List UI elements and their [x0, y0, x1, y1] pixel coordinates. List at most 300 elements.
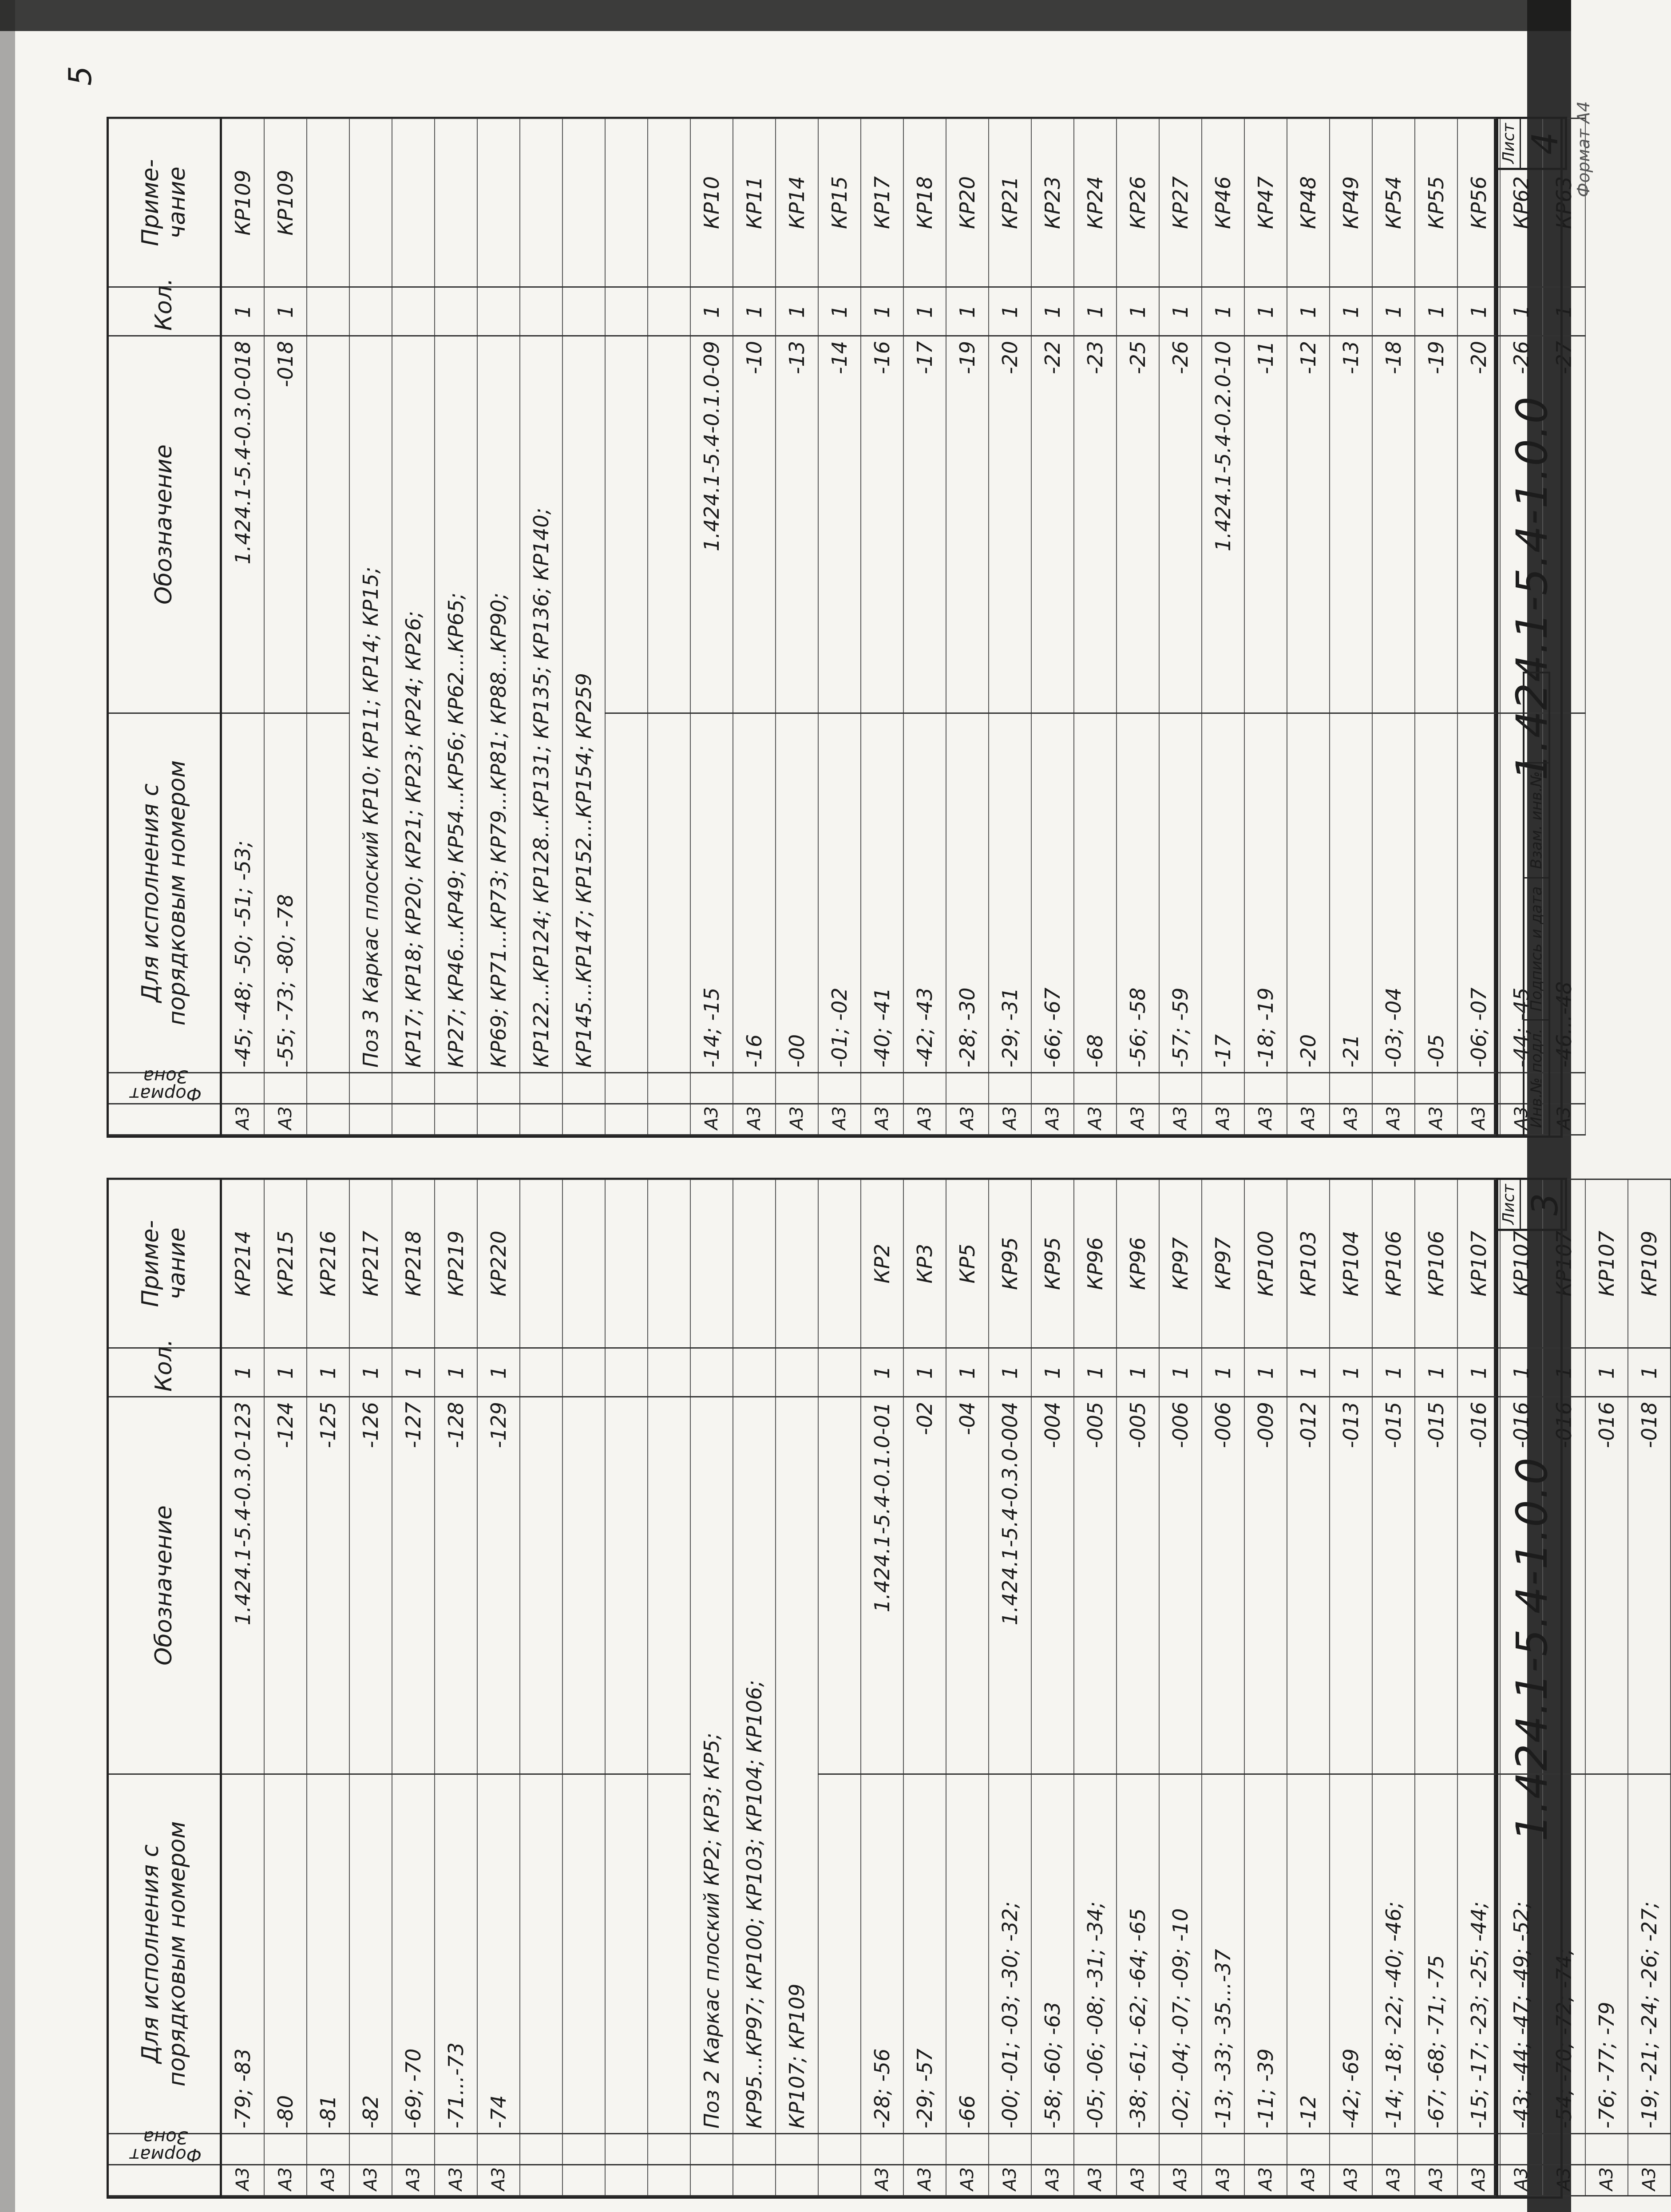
designation-cell: -14: [818, 336, 861, 713]
variant-cell: -15; -17; -23; -25; -44;: [1457, 1774, 1500, 2134]
zone-cell: [435, 2134, 477, 2165]
note-cell: КР217: [349, 1179, 392, 1348]
note-cell: [349, 119, 392, 287]
qty-cell: [392, 287, 435, 336]
designation-cell: -016: [1500, 1397, 1543, 1774]
qty-cell: 1: [392, 1348, 435, 1397]
designation-cell: -004: [1031, 1397, 1074, 1774]
spec-row: [435, 119, 477, 1135]
spec-row: [1330, 119, 1372, 1135]
zone-cell: [946, 1073, 989, 1104]
format-cell: А3: [264, 1104, 307, 1135]
designation-cell: -26: [1159, 336, 1202, 713]
qty-cell: 1: [1585, 1348, 1628, 1397]
sheet-number: 3: [1524, 1193, 1566, 1216]
designation-cell: -16: [861, 336, 903, 713]
zone-cell: [733, 2134, 776, 2165]
spec-row: [1117, 1179, 1159, 2196]
variant-cell: -20: [1287, 713, 1330, 1073]
zone-cell: [264, 2134, 307, 2165]
note-cell: КР216: [307, 1179, 349, 1348]
note-cell: [520, 119, 562, 287]
stamp-inv-original: Инв.№ подл.: [1524, 1019, 1548, 1136]
variant-cell: -03; -04: [1372, 713, 1415, 1073]
format-cell: [562, 1104, 605, 1135]
zone-cell: [520, 1073, 562, 1104]
qty-cell: 1: [1500, 1348, 1543, 1397]
note-cell: [648, 119, 690, 287]
spec-row: [818, 119, 861, 1135]
format-cell: А3: [221, 1104, 265, 1135]
approval-stamp-strip: [1523, 672, 1550, 1138]
qty-cell: 1: [1500, 287, 1543, 336]
zone-cell: [1287, 1073, 1330, 1104]
format-cell: А3: [1202, 2165, 1244, 2196]
designation-cell: -02: [903, 1397, 946, 1774]
zone-cell: [1330, 2134, 1372, 2165]
format-cell: А3: [1159, 1104, 1202, 1135]
spec-row: [648, 119, 690, 1135]
variant-cell: -12: [1287, 1774, 1330, 2134]
note-cell: КР219: [435, 1179, 477, 1348]
note-cell: [776, 1179, 818, 1348]
note-cell: КР106: [1372, 1179, 1415, 1348]
zone-cell: [264, 1073, 307, 1104]
format-cell: [307, 1104, 349, 1135]
zone-cell: [1202, 2134, 1244, 2165]
document-code: 1.424.1-5.4-1.0.0: [1507, 1456, 1557, 1841]
zone-cell: [1031, 2134, 1074, 2165]
variant-cell: -16: [733, 713, 776, 1073]
qty-cell: 1: [477, 1348, 520, 1397]
designation-cell: -128: [435, 1397, 477, 1774]
spec-row: [776, 119, 818, 1135]
note-cell: КР104: [1330, 1179, 1372, 1348]
variant-cell: -21: [1330, 713, 1372, 1073]
qty-cell: 1: [1031, 1348, 1074, 1397]
variant-cell: -11; -39: [1244, 1774, 1287, 2134]
qty-cell: 1: [349, 1348, 392, 1397]
zone-cell: [349, 2134, 392, 2165]
qty-cell: 1: [1031, 287, 1074, 336]
spec-row: [989, 1179, 1031, 2196]
note-cell: КР46: [1202, 119, 1244, 287]
zone-cell: [776, 1073, 818, 1104]
qty-cell: [733, 1348, 776, 1397]
designation-cell: -23: [1074, 336, 1117, 713]
zone-cell: [1117, 1073, 1159, 1104]
designation-cell: -27: [1543, 336, 1585, 713]
qty-cell: 1: [776, 287, 818, 336]
note-cell: [562, 119, 605, 287]
format-cell: А3: [1117, 2165, 1159, 2196]
spec-row: [562, 1179, 605, 2196]
zone-cell: [392, 1073, 435, 1104]
qty-cell: 1: [946, 287, 989, 336]
format-cell: А3: [903, 1104, 946, 1135]
designation-cell: -12: [1287, 336, 1330, 713]
zone-cell: [1031, 1073, 1074, 1104]
format-cell: А3: [1628, 2165, 1671, 2196]
format-cell: А3: [1244, 1104, 1287, 1135]
note-cell: КР15: [818, 119, 861, 287]
qty-cell: [776, 1348, 818, 1397]
spec-row: [1330, 1179, 1372, 2196]
qty-cell: 1: [1202, 1348, 1244, 1397]
designation-cell: -129: [477, 1397, 520, 1774]
variant-cell: [818, 1774, 861, 2134]
qty-cell: 1: [1330, 287, 1372, 336]
format-cell: [605, 1104, 648, 1135]
format-cell: А3: [903, 2165, 946, 2196]
note-cell: КР26: [1117, 119, 1159, 287]
header-designation: Обозначение: [109, 336, 221, 713]
variant-cell: [648, 1774, 690, 2134]
qty-cell: 1: [264, 1348, 307, 1397]
variant-cell: -58; -60; -63: [1031, 1774, 1074, 2134]
designation-cell: -016: [1585, 1397, 1628, 1774]
variant-cell: -69; -70: [392, 1774, 435, 2134]
qty-cell: 1: [903, 287, 946, 336]
section-heading: КР69; КР71...КР73; КР79...КР81; КР88...КР90;: [477, 336, 520, 1073]
qty-cell: 1: [1074, 287, 1117, 336]
format-cell: А3: [1074, 2165, 1117, 2196]
zone-cell: [946, 2134, 989, 2165]
format-note: Формат А4: [1574, 101, 1593, 198]
format-cell: А3: [1543, 1104, 1585, 1135]
format-cell: А3: [989, 2165, 1031, 2196]
variant-cell: -14; -15: [690, 713, 733, 1073]
variant-cell: -44; -45: [1500, 713, 1543, 1073]
zone-cell: [1074, 2134, 1117, 2165]
note-cell: КР62: [1500, 119, 1543, 287]
spec-row: [1415, 119, 1457, 1135]
zone-cell: [307, 1073, 349, 1104]
note-cell: КР107: [1457, 1179, 1500, 1348]
spec-row: [392, 119, 435, 1135]
spec-row: [1287, 1179, 1330, 2196]
spec-row: [989, 119, 1031, 1135]
variant-cell: -57; -59: [1159, 713, 1202, 1073]
section-heading: КР122...КР124; КР128...КР131; КР135; КР136; КР140;: [520, 336, 562, 1073]
note-cell: [392, 119, 435, 287]
designation-cell: -125: [307, 1397, 349, 1774]
format-cell: А3: [392, 2165, 435, 2196]
note-cell: КР11: [733, 119, 776, 287]
format-cell: А3: [1543, 2165, 1585, 2196]
designation-cell: -015: [1415, 1397, 1457, 1774]
variant-cell: -00; -01; -03; -30; -32;: [989, 1774, 1031, 2134]
qty-cell: [605, 287, 648, 336]
designation-cell: 1.424.1-5.4-0.2.0-10: [1202, 336, 1244, 713]
format-cell: А3: [307, 2165, 349, 2196]
zone-cell: [690, 2134, 733, 2165]
sheet-number-box: [1496, 1178, 1567, 1231]
spec-row: [1117, 119, 1159, 1135]
note-cell: КР95: [1031, 1179, 1074, 1348]
zone-cell: [435, 1073, 477, 1104]
spec-row: [1457, 1179, 1500, 2196]
zone-cell: [562, 2134, 605, 2165]
spec-row: [1415, 1179, 1457, 2196]
variant-cell: -68: [1074, 713, 1117, 1073]
variant-cell: -05: [1415, 713, 1457, 1073]
format-cell: [520, 2165, 562, 2196]
format-cell: [435, 1104, 477, 1135]
spec-row: [1074, 119, 1117, 1135]
variant-cell: -28; -56: [861, 1774, 903, 2134]
qty-cell: 1: [307, 1348, 349, 1397]
zone-cell: [776, 2134, 818, 2165]
header-variant: Для исполнения с порядковым номером: [109, 713, 221, 1073]
spec-row: [1457, 119, 1500, 1135]
spec-row: [1372, 119, 1415, 1135]
zone-cell: [1628, 2134, 1671, 2165]
designation-cell: -20: [989, 336, 1031, 713]
note-cell: КР20: [946, 119, 989, 287]
spec-row: [477, 119, 520, 1135]
qty-cell: 1: [1159, 1348, 1202, 1397]
qty-cell: 1: [264, 287, 307, 336]
format-cell: А3: [1500, 1104, 1543, 1135]
note-cell: КР17: [861, 119, 903, 287]
zone-cell: [605, 1073, 648, 1104]
designation-cell: -19: [946, 336, 989, 713]
zone-cell: [477, 1073, 520, 1104]
zone-cell: [861, 1073, 903, 1104]
format-cell: А3: [946, 1104, 989, 1135]
section-heading: Поз 2 Каркас плоский КР2; КР3; КР5;: [690, 1397, 733, 2134]
zone-cell: [903, 1073, 946, 1104]
designation-cell: -04: [946, 1397, 989, 1774]
designation-cell: [818, 1397, 861, 1774]
qty-cell: 1: [1244, 287, 1287, 336]
variant-cell: -42; -43: [903, 713, 946, 1073]
qty-cell: [520, 287, 562, 336]
spec-row: [562, 119, 605, 1135]
qty-cell: 1: [1628, 1348, 1671, 1397]
note-cell: КР97: [1202, 1179, 1244, 1348]
designation-cell: [520, 1397, 562, 1774]
designation-cell: -127: [392, 1397, 435, 1774]
header-qty: Кол.: [109, 1348, 221, 1397]
format-cell: А3: [1372, 1104, 1415, 1135]
section-heading: КР145...КР147; КР152...КР154; КР259: [562, 336, 605, 1073]
qty-cell: 1: [1330, 1348, 1372, 1397]
zone-cell: [648, 1073, 690, 1104]
spec-row: [307, 119, 349, 1135]
designation-cell: [605, 336, 648, 713]
variant-cell: -00: [776, 713, 818, 1073]
qty-cell: [307, 287, 349, 336]
zone-cell: [818, 2134, 861, 2165]
qty-cell: 1: [861, 287, 903, 336]
format-cell: А3: [1287, 1104, 1330, 1135]
designation-cell: -006: [1159, 1397, 1202, 1774]
spec-row: [648, 1179, 690, 2196]
spec-row: [605, 1179, 648, 2196]
qty-cell: [648, 287, 690, 336]
note-cell: КР109: [221, 119, 265, 287]
spec-row: [776, 1179, 818, 2196]
designation-cell: -126: [349, 1397, 392, 1774]
designation-cell: 1.424.1-5.4-0.1.0-01: [861, 1397, 903, 1774]
spec-row: [946, 1179, 989, 2196]
spec-row: [903, 119, 946, 1135]
variant-cell: [307, 713, 349, 1073]
zone-cell: [1202, 1073, 1244, 1104]
designation-cell: -13: [776, 336, 818, 713]
note-cell: КР47: [1244, 119, 1287, 287]
note-cell: [818, 1179, 861, 1348]
designation-cell: -22: [1031, 336, 1074, 713]
zone-cell: [903, 2134, 946, 2165]
format-cell: А3: [776, 1104, 818, 1135]
spec-row: [520, 1179, 562, 2196]
spec-row: [264, 1179, 307, 2196]
qty-cell: 1: [989, 1348, 1031, 1397]
zone-cell: [562, 1073, 605, 1104]
designation-cell: -015: [1372, 1397, 1415, 1774]
designation-cell: [562, 1397, 605, 1774]
format-cell: А3: [861, 2165, 903, 2196]
designation-cell: [648, 336, 690, 713]
format-cell: А3: [690, 1104, 733, 1135]
qty-cell: 1: [903, 1348, 946, 1397]
designation-cell: -005: [1074, 1397, 1117, 1774]
format-cell: А3: [946, 2165, 989, 2196]
format-cell: А3: [1287, 2165, 1330, 2196]
format-cell: А3: [1074, 1104, 1117, 1135]
format-cell: А3: [1031, 2165, 1074, 2196]
format-cell: [648, 1104, 690, 1135]
designation-cell: -124: [264, 1397, 307, 1774]
format-cell: А3: [221, 2165, 265, 2196]
note-cell: [690, 1179, 733, 1348]
variant-cell: [648, 713, 690, 1073]
note-cell: КР109: [264, 119, 307, 287]
format-cell: А3: [1457, 1104, 1500, 1135]
qty-cell: 1: [1457, 1348, 1500, 1397]
qty-cell: 1: [221, 1348, 265, 1397]
qty-cell: [477, 287, 520, 336]
variant-cell: -67; -68; -71; -75: [1415, 1774, 1457, 2134]
zone-cell: [989, 2134, 1031, 2165]
qty-cell: 1: [690, 287, 733, 336]
qty-cell: [690, 1348, 733, 1397]
zone-cell: [1244, 2134, 1287, 2165]
format-cell: А3: [861, 1104, 903, 1135]
section-heading: КР95...КР97; КР100; КР103; КР104; КР106;: [733, 1397, 776, 2134]
spec-row: [520, 119, 562, 1135]
designation-cell: [648, 1397, 690, 1774]
zone-cell: [1244, 1073, 1287, 1104]
variant-cell: -17: [1202, 713, 1244, 1073]
zone-cell: [392, 2134, 435, 2165]
stamp-signature-date: Подпись и дата: [1524, 877, 1548, 1020]
qty-cell: [605, 1348, 648, 1397]
format-cell: [733, 2165, 776, 2196]
designation-cell: 1.424.1-5.4-0.3.0-018: [221, 336, 265, 713]
zone-cell: [1585, 2134, 1628, 2165]
spec-row: [392, 1179, 435, 2196]
qty-cell: 1: [1159, 287, 1202, 336]
variant-cell: -76; -77; -79: [1585, 1774, 1628, 2134]
zone-cell: [733, 1073, 776, 1104]
zone-cell: [307, 2134, 349, 2165]
designation-cell: 1.424.1-5.4-0.1.0-09: [690, 336, 733, 713]
header-zone: Зона: [109, 2134, 221, 2165]
qty-cell: 1: [1287, 1348, 1330, 1397]
qty-cell: 1: [1457, 287, 1500, 336]
format-cell: А3: [1159, 2165, 1202, 2196]
note-cell: КР100: [1244, 1179, 1287, 1348]
note-cell: КР95: [989, 1179, 1031, 1348]
spec-row: [818, 1179, 861, 2196]
page-number: 5: [62, 66, 99, 86]
variant-cell: -29; -31: [989, 713, 1031, 1073]
designation-cell: 1.424.1-5.4-0.3.0-004: [989, 1397, 1031, 1774]
note-cell: КР107: [1585, 1179, 1628, 1348]
note-cell: [733, 1179, 776, 1348]
spec-row: [1159, 119, 1202, 1135]
spec-row: [1372, 1179, 1415, 2196]
designation-cell: -018: [264, 336, 307, 713]
note-cell: КР103: [1287, 1179, 1330, 1348]
zone-cell: [221, 2134, 265, 2165]
note-cell: [605, 1179, 648, 1348]
zone-cell: [1415, 1073, 1457, 1104]
note-cell: КР218: [392, 1179, 435, 1348]
designation-cell: -11: [1244, 336, 1287, 713]
spec-row: [477, 1179, 520, 2196]
note-cell: КР106: [1415, 1179, 1457, 1348]
sheet-label: Лист: [1498, 1180, 1521, 1229]
designation-cell: -19: [1415, 336, 1457, 713]
note-cell: КР48: [1287, 119, 1330, 287]
variant-cell: -01; -02: [818, 713, 861, 1073]
note-cell: [477, 119, 520, 287]
zone-cell: [520, 2134, 562, 2165]
qty-cell: [562, 1348, 605, 1397]
variant-cell: -29; -57: [903, 1774, 946, 2134]
qty-cell: 1: [1415, 287, 1457, 336]
note-cell: КР24: [1074, 119, 1117, 287]
qty-cell: [349, 287, 392, 336]
zone-cell: [861, 2134, 903, 2165]
spec-row: [903, 1179, 946, 2196]
spec-row: [690, 119, 733, 1135]
qty-cell: 1: [989, 287, 1031, 336]
note-cell: КР107: [1500, 1179, 1543, 1348]
format-cell: [605, 2165, 648, 2196]
designation-cell: 1.424.1-5.4-0.3.0-123: [221, 1397, 265, 1774]
sheet-number: 4: [1524, 132, 1566, 155]
format-cell: А3: [477, 2165, 520, 2196]
variant-cell: -18; -19: [1244, 713, 1287, 1073]
zone-cell: [989, 1073, 1031, 1104]
note-cell: КР54: [1372, 119, 1415, 287]
note-cell: КР56: [1457, 119, 1500, 287]
zone-cell: [1287, 2134, 1330, 2165]
zone-cell: [818, 1073, 861, 1104]
note-cell: КР215: [264, 1179, 307, 1348]
zone-cell: [1159, 2134, 1202, 2165]
spec-row: [946, 119, 989, 1135]
spec-row: [733, 1179, 776, 2196]
spec-row: [1031, 1179, 1074, 2196]
zone-cell: [1074, 1073, 1117, 1104]
